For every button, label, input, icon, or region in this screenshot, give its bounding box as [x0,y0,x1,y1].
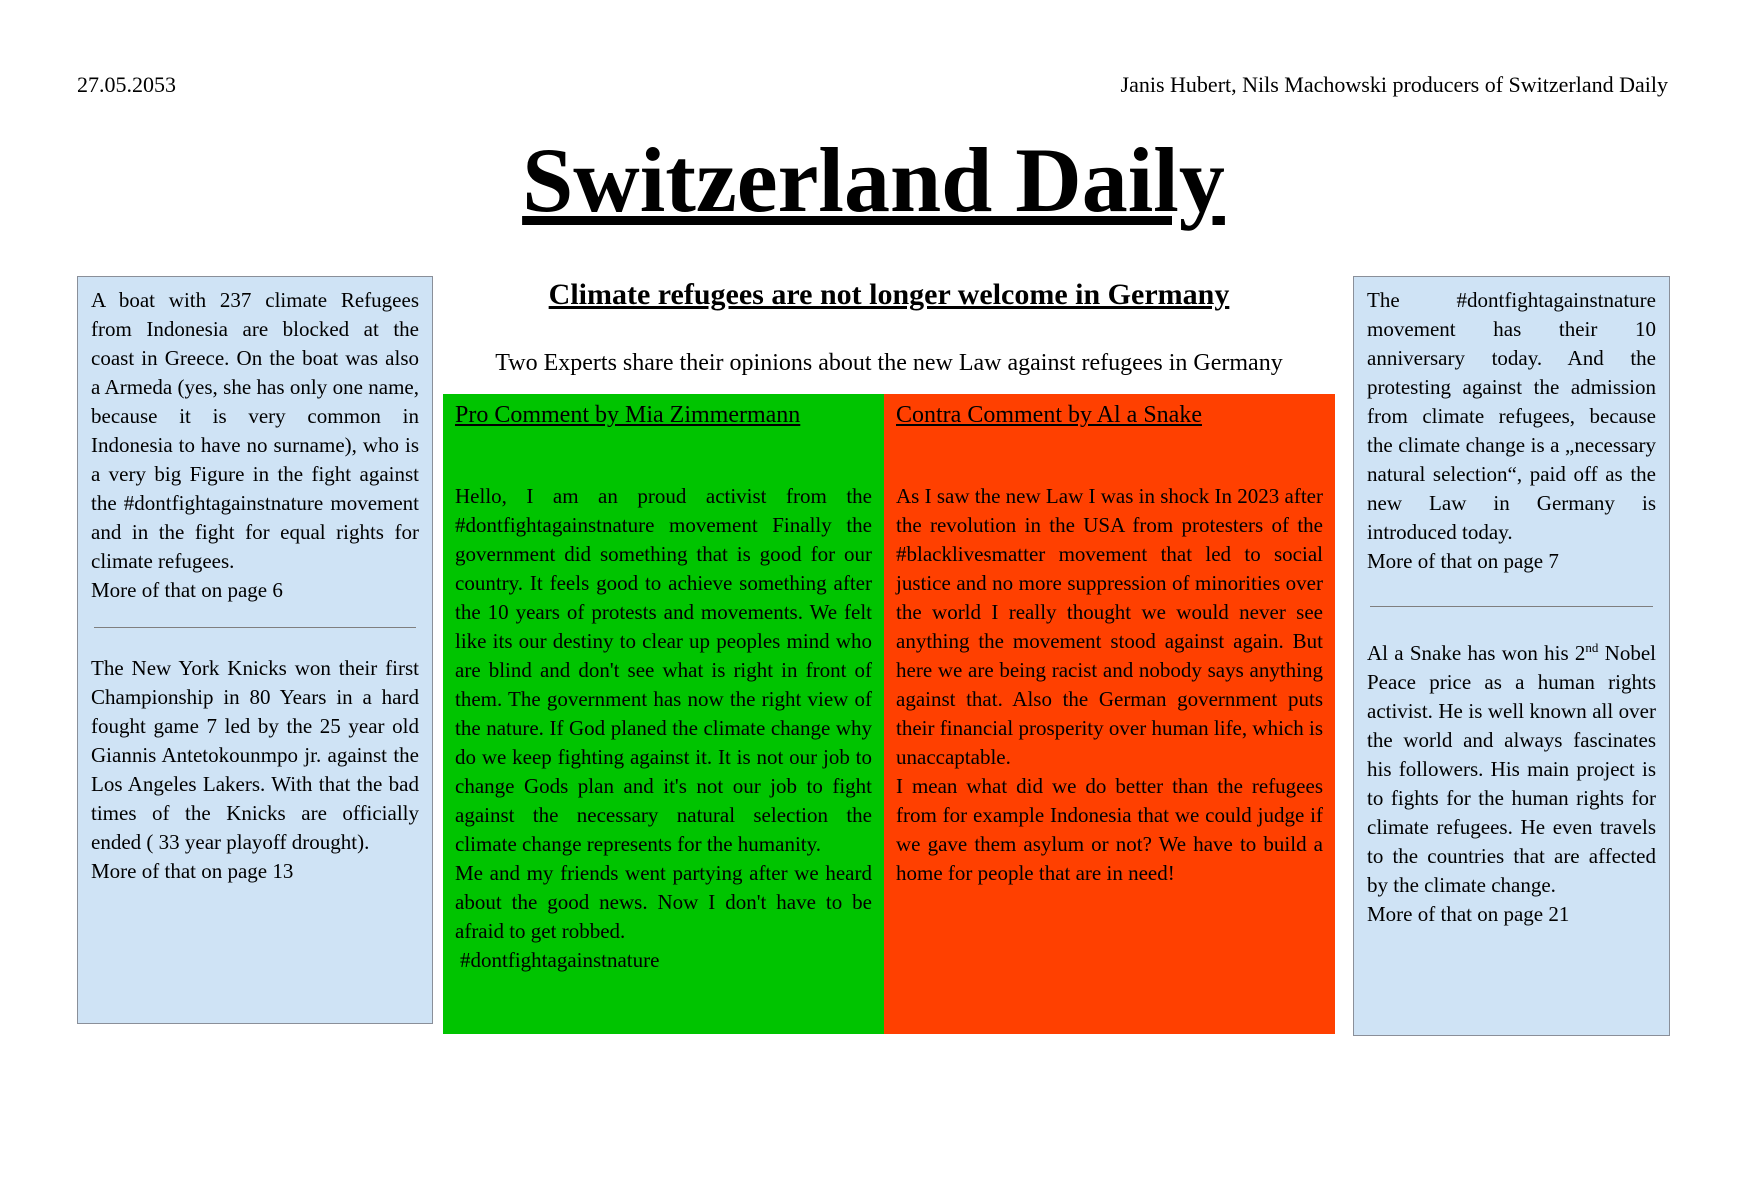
pro-comment-hashtag: #dontfightagainstnature [460,948,660,972]
left-story-1-more: More of that on page 6 [91,578,283,602]
subheadline: Two Experts share their opinions about the new Law against refugees in Germany [495,350,1283,376]
pro-comment-header: Pro Comment by Mia Zimmermann [455,402,801,428]
producers-byline: Janis Hubert, Nils Machowski producers of Switzerland Daily [1120,72,1668,97]
contra-comment-paragraph-1: As I saw the new Law I was in shock In 2023 after the revolution in the USA from protesters of the #blacklivesmatter movement that led to social justice and no more suppression of minorities over the world I really thought we would never see anything the movement stood against again. But here we are being racist and nobody says anything against that. Also the German government puts their financial prosperity over human life, which is unaccaptable. [896,484,1323,769]
left-story-2-more: More of that on page 13 [91,859,294,883]
contra-comment-header: Contra Comment by Al a Snake [896,402,1202,428]
pro-comment-paragraph-2: Me and my friends went partying after we heard about the good news. Now I don't have to be afraid to get robbed. [455,861,872,943]
left-story-2-text: The New York Knicks won their first Championship in 80 Years in a hard fought game 7 led by the 25 year old Giannis Antetokounmpo jr. against the Los Angeles Lakers. With that the bad times of the Knicks are officially ended ( 33 year playoff drought). [91,656,419,854]
right-story-2-more: More of that on page 21 [1367,902,1570,926]
left-sidebar [77,276,433,1024]
right-story-1-more: More of that on page 7 [1367,549,1559,573]
pro-comment-paragraph-1: Hello, I am an proud activist from the #dontfightagainstnature movement Finally the government did something that is good for our country. It feels good to achieve something after the 10 years of protests and movements. We felt like its our destiny to clear up peoples mind who are blind and don't see what is right in front of them. The government has now the right view of the nature. If God planed the climate change why do we keep fighting against it. It is not our job to change Gods plan and it's not our job to fight against the necessary natural selection the climate change represents for the humanity. [455,484,872,856]
contra-comment-column [884,394,1335,1034]
right-story-2-continued: Nobel Peace price as a human rights activist. He is well known all over the world and always fascinates his followers. His main project is to fights for the human rights for climate refugees. He even travels to the countries that are affected by the climate change. [1367,641,1656,897]
right-story-2-text [1367,639,1656,900]
right-story-2-lead: Al a Snake has won his 2 [1367,641,1586,665]
main-headline: Climate refugees are not longer welcome in Germany [548,278,1230,311]
right-sidebar [1353,276,1670,1036]
pro-comment-column [443,394,884,1034]
contra-comment-paragraph-2: I mean what did we do better than the refugees from for example Indonesia that we could judge if we gave them asylum or not? We have to build a home for people that are in need! [896,774,1323,885]
newspaper-title: Switzerland Daily [522,129,1225,231]
left-sidebar-divider [94,627,416,628]
left-story-1-text: A boat with 237 climate Refugees from Indonesia are blocked at the coast in Greece. On the boat was also a Armeda (yes, she has only one name, because it is very common in Indonesia to have no surname), who is a very big Figure in the fight against the #dontfightagainstnature movement and in the fight for equal rights for climate refugees. [91,288,419,573]
right-story-1-text: The #dontfightagainstnature movement has their 10 anniversary today. And the protesting against the admission from climate refugees, because the climate change is a „necessary natural selection“, paid off as the new Law in Germany is introduced today. [1367,288,1656,544]
right-sidebar-divider [1370,606,1653,607]
issue-date: 27.05.2053 [77,72,176,97]
right-story-2-superscript: nd [1585,640,1599,655]
